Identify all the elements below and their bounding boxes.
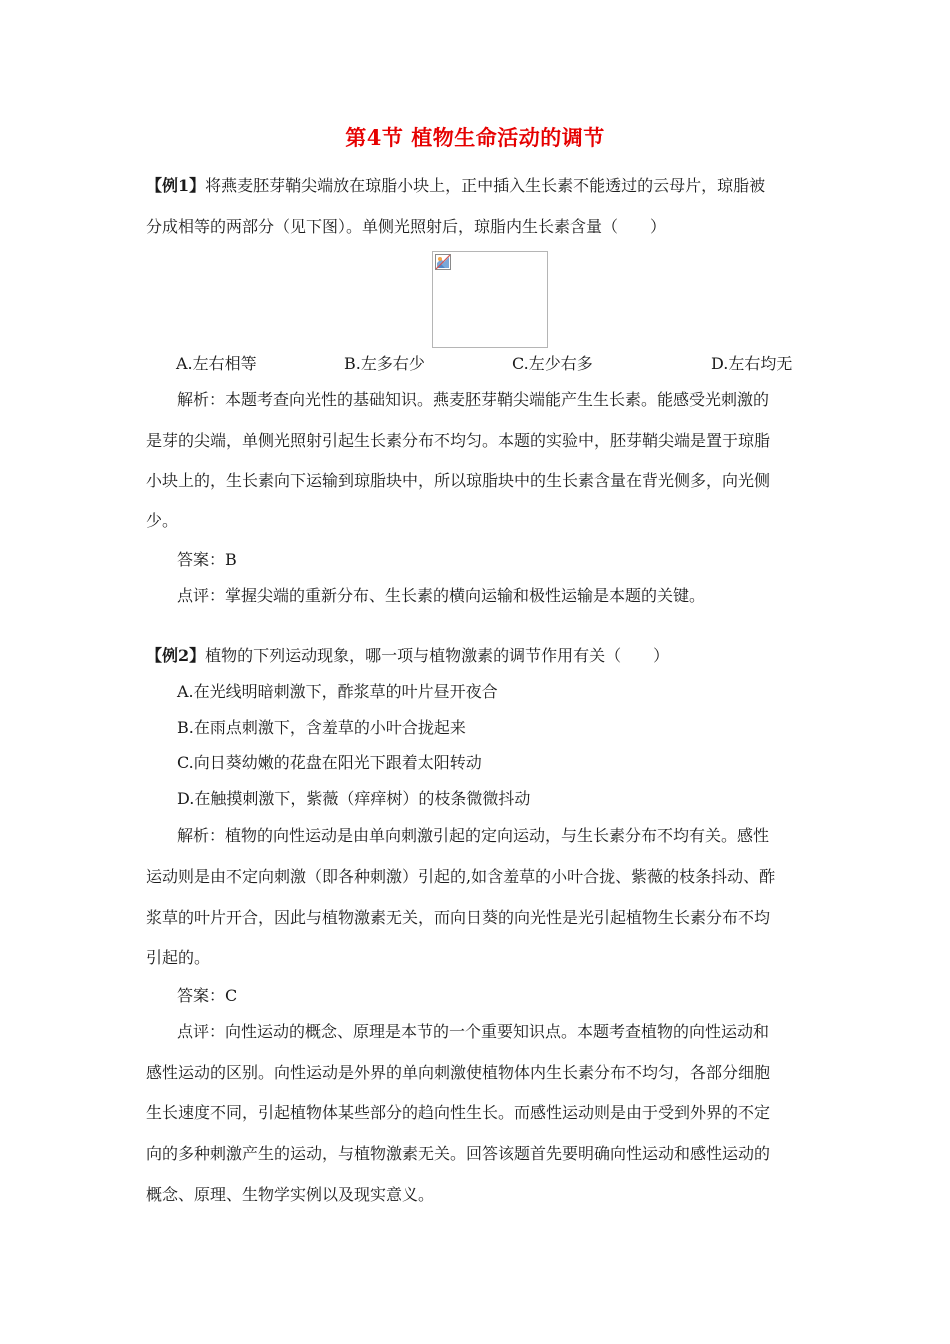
example-2-comment-line-4: 向的多种刺激产生的运动，与植物激素无关。回答该题首先要明确向性运动和感性运动的 [146,1144,771,1163]
example-2-tag: 【例2】 [146,646,206,665]
example-2-answer: 答案：C [177,986,238,1005]
example-2-comment-line-1: 点评：向性运动的概念、原理是本节的一个重要知识点。本题考查植物的向性运动和 [177,1022,770,1041]
example-2-option-b: B.在雨点刺激下，含羞草的小叶合拢起来 [177,718,466,737]
example-2-analysis-line-1: 解析：植物的向性运动是由单向刺激引起的定向运动，与生长素分布不均有关。感性 [177,826,770,845]
example-1-answer: 答案：B [177,550,237,569]
example-1-option-a: A.左右相等 [176,354,257,373]
example-2-question-text: 植物的下列运动现象，哪一项与植物激素的调节作用有关（ ） [205,646,670,665]
example-1-tag: 【例1】 [146,176,206,195]
example-2-analysis-line-4: 引起的。 [146,948,211,967]
example-2-option-d: D.在触摸刺激下，紫薇（痒痒树）的枝条微微抖动 [177,789,531,808]
example-1-question-line-1 [146,174,765,198]
example-2-question-line-1 [146,644,669,668]
example-1-question-line-2: 分成相等的两部分（见下图）。单侧光照射后，琼脂内生长素含量（ ） [146,217,667,236]
example-2-analysis-line-2: 运动则是由不定向刺激（即各种刺激）引起的,如含羞草的小叶合拢、紫薇的枝条抖动、酢 [146,867,776,886]
example-1-analysis-line-1: 解析：本题考查向光性的基础知识。燕麦胚芽鞘尖端能产生生长素。能感受光刺激的 [177,390,770,409]
example-2-comment-line-2: 感性运动的区别。向性运动是外界的单向刺激使植物体内生长素分布不均匀，各部分细胞 [146,1063,771,1082]
example-1-analysis-line-2: 是芽的尖端，单侧光照射引起生长素分布不均匀。本题的实验中，胚芽鞘尖端是置于琼脂 [146,431,771,450]
broken-image-placeholder [432,251,548,348]
page-title: 第4节 植物生命活动的调节 [345,125,605,150]
example-1-question-text: 将燕麦胚芽鞘尖端放在琼脂小块上，正中插入生长素不能透过的云母片，琼脂被 [205,176,766,195]
example-2-option-c: C.向日葵幼嫩的花盘在阳光下跟着太阳转动 [177,753,482,772]
example-1-comment: 点评：掌握尖端的重新分布、生长素的横向运输和极性运输是本题的关键。 [177,586,706,605]
example-2-option-a: A.在光线明暗刺激下，酢浆草的叶片昼开夜合 [177,682,498,701]
example-2-comment-line-3: 生长速度不同，引起植物体某些部分的趋向性生长。而感性运动则是由于受到外界的不定 [146,1103,771,1122]
example-1-analysis-line-4: 少。 [146,511,179,530]
example-1-analysis-line-3: 小块上的，生长素向下运输到琼脂块中，所以琼脂块中的生长素含量在背光侧多，向光侧 [146,471,771,490]
example-2-comment-line-5: 概念、原理、生物学实例以及现实意义。 [146,1185,435,1204]
example-1-option-d: D.左右均无 [711,354,793,373]
example-1-option-b: B.左多右少 [344,354,425,373]
example-1-option-c: C.左少右多 [512,354,593,373]
broken-image-icon [435,254,451,270]
example-2-analysis-line-3: 浆草的叶片开合，因此与植物激素无关，而向日葵的向光性是光引起植物生长素分布不均 [146,908,771,927]
